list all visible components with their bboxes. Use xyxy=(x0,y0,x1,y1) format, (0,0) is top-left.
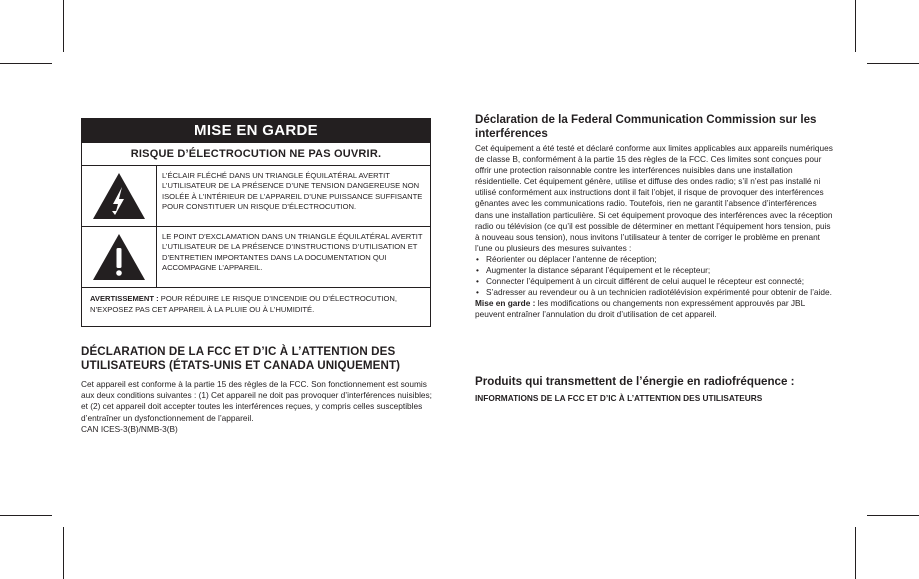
caution-subheader: RISQUE D’ÉLECTROCUTION NE PAS OUVRIR. xyxy=(82,143,430,166)
fcc-ic-body xyxy=(81,379,441,435)
fcc-ic-title: DÉCLARATION DE LA FCC ET D’IC À L’ATTENTION DES UTILISATEURS (ÉTATS-UNIS ET CANADA UNIQUEMENT) xyxy=(81,345,401,372)
fcc-interference-paragraph: Cet équipement a été testé et déclaré conforme aux limites applicables aux appareils numériques de classe B, conformément à la partie 15 des règles de la FCC. Ces limites sont conçues pour offrir une protection raisonnable contre les interférences nuisibles dans une installation résidentielle. Cet équipement génère, utilise et diffuse des ondes radio; s’il n’est pas installé ni utilisé conformément aux instructions dont il fait l’objet, il risque de provoquer des interférences gênantes avec les communications radio. Toutefois, rien ne garantit l’absence d’interférences dans une installation particulière. Si cet équipement provoque des interférences avec la réception radio ou télévision (ce qu’il est possible de déterminer en mettant l’équipement hors tension, puis à nouveau sous tension), nous invitons l’utilisateur à tenter de corriger le problème en prenant l’une ou plusieurs des mesures suivantes : xyxy=(475,143,833,253)
rf-subtitle: INFORMATIONS DE LA FCC ET D’IC À L’ATTENTION DES UTILISATEURS xyxy=(475,393,763,403)
rf-title: Produits qui transmettent de l’énergie en radiofréquence : xyxy=(475,375,795,388)
measures-list xyxy=(475,254,835,298)
lightning-row xyxy=(82,166,430,227)
caution-header: MISE EN GARDE xyxy=(82,119,430,143)
fcc-note xyxy=(475,298,835,320)
warning-label: AVERTISSEMENT : xyxy=(90,294,159,303)
caution-box xyxy=(81,118,431,327)
fcc-interference-body xyxy=(475,143,835,321)
crop-mark xyxy=(0,515,52,516)
note-text: les modifications ou changements non expressément approuvés par JBL peuvent entraîner l’annulation du droit d’utilisation de cet appareil. xyxy=(475,298,805,320)
lightning-text: L’ÉCLAIR FLÉCHÉ DANS UN TRIANGLE ÉQUILATÉRAL AVERTIT L’UTILISATEUR DE LA PRÉSENCE D’UNE TENSION DANGEREUSE NON ISOLÉE À L’INTÉRIEUR DE L’APPAREIL D’UNE PUISSANCE SUFFISANTE POUR CONSTITUER UN RISQUE D’ÉLECTROCUTION. xyxy=(162,171,423,212)
crop-mark xyxy=(867,515,919,516)
fcc-ic-paragraph: Cet appareil est conforme à la partie 15 des règles de la FCC. Son fonctionnement est soumis aux deux conditions suivantes : (1) Cet appareil ne doit pas provoquer d’interférences nuisibles; et (2) cet appareil doit accepter toutes les interférences reçues, y compris celles susceptibles d’entraîner un dysfonctionnement de l’appareil. xyxy=(81,379,432,423)
list-item: • Connecter l’équipement à un circuit différent de celui auquel le récepteur est connecté; xyxy=(475,276,835,287)
fcc-ic-code: CAN ICES-3(B)/NMB-3(B) xyxy=(81,423,178,434)
list-item: • Réorienter ou déplacer l’antenne de réception; xyxy=(475,254,835,265)
crop-mark xyxy=(867,63,919,64)
list-item: • S’adresser au revendeur ou à un technicien radiotélévision expérimenté pour obtenir de l’aide. xyxy=(475,287,835,298)
crop-mark xyxy=(855,0,856,52)
exclamation-triangle-icon xyxy=(82,227,157,287)
fcc-interference-title: Déclaration de la Federal Communication Commission sur les interférences xyxy=(475,113,817,140)
crop-mark xyxy=(0,63,52,64)
crop-mark xyxy=(63,0,64,52)
exclamation-text: LE POINT D’EXCLAMATION DANS UN TRIANGLE ÉQUILATÉRAL AVERTIT L’UTILISATEUR DE LA PRÉSENCE D’INSTRUCTIONS D’UTILISATION ET D’ENTRETIEN IMPORTANTES DANS LA DOCUMENTATION QUI ACCOMPAGNE L’APPAREIL. xyxy=(162,232,423,273)
warning-text: POUR RÉDUIRE LE RISQUE D’INCENDIE OU D’ÉLECTROCUTION, N’EXPOSEZ PAS CET APPAREIL À LA PLUIE OU À L’HUMIDITÉ. xyxy=(90,294,398,314)
crop-mark xyxy=(855,527,856,579)
lightning-triangle-icon xyxy=(82,166,157,226)
list-item: • Augmenter la distance séparant l’équipement et le récepteur; xyxy=(475,265,835,276)
crop-mark xyxy=(63,527,64,579)
note-label: Mise en garde : xyxy=(475,298,536,309)
caution-warning xyxy=(82,288,430,315)
exclamation-row xyxy=(82,227,430,288)
